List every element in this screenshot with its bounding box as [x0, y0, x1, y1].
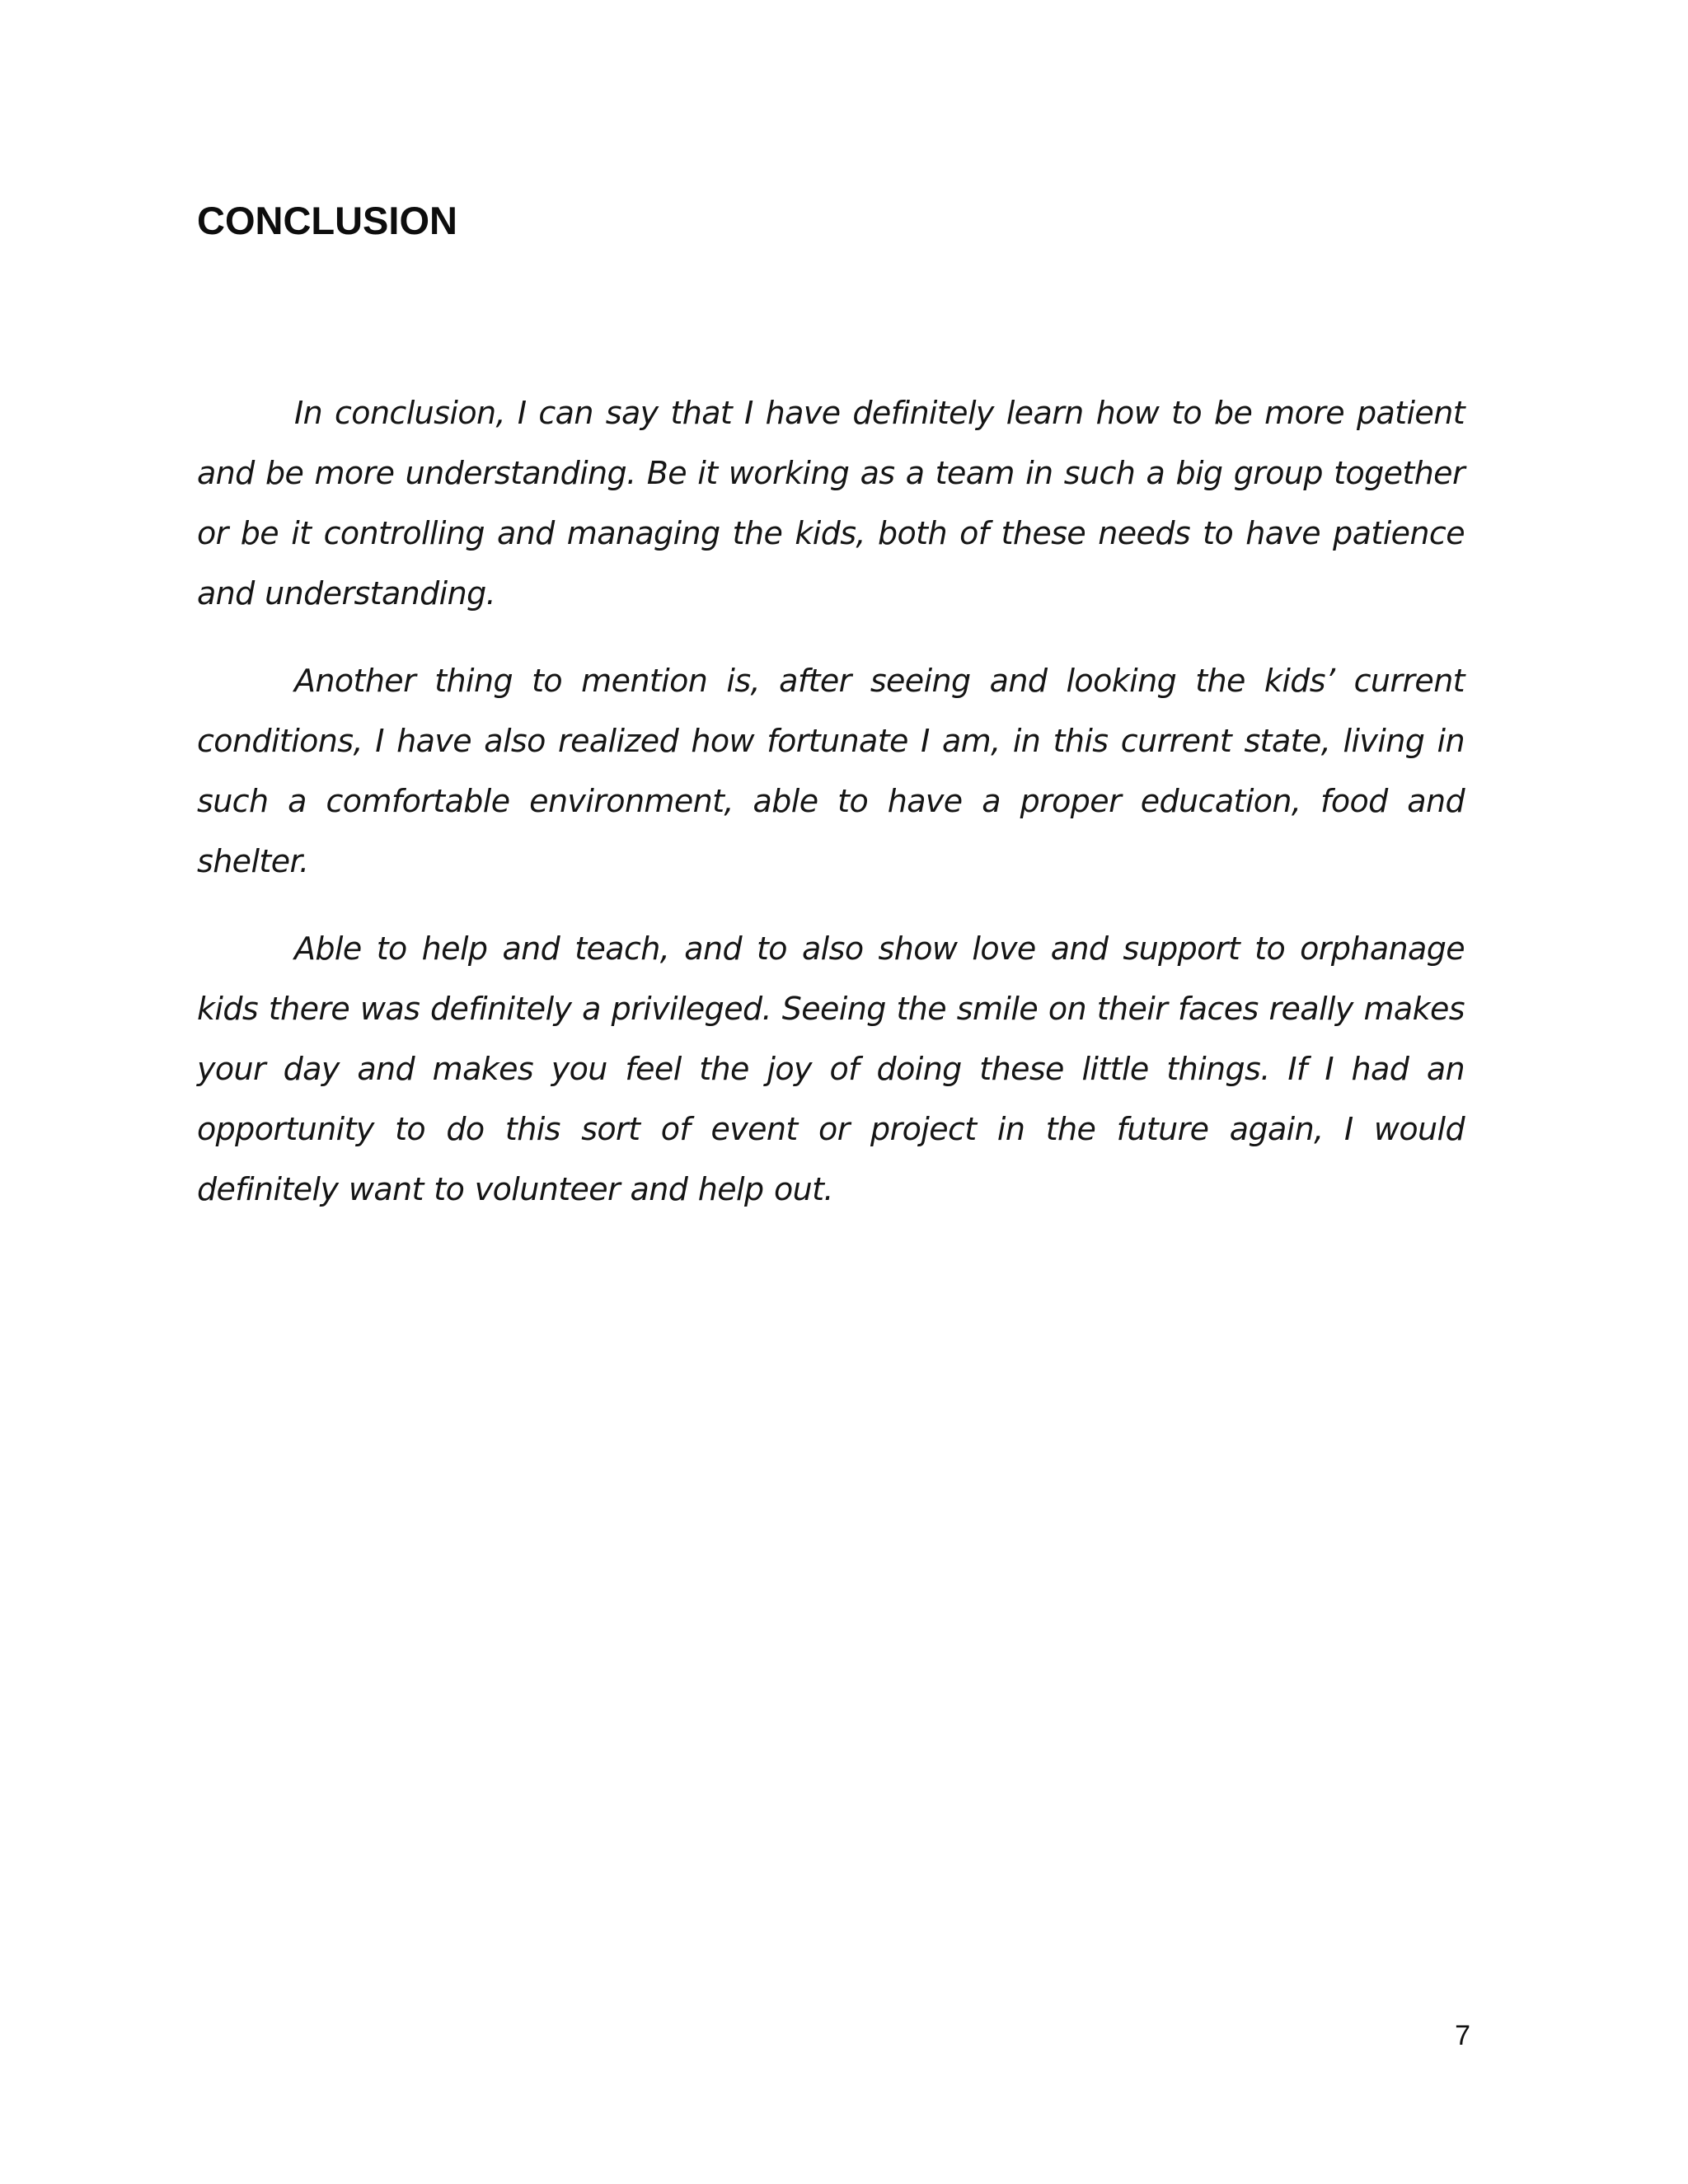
page-number: 7 [1455, 2020, 1470, 2051]
section-heading: CONCLUSION [197, 199, 457, 242]
paragraph-3: Able to help and teach, and to also show love and support to orphanage kids there was definitely a privileged. Seeing the smile on their faces really makes your day and makes you feel the joy of doing these little things. If I had an opportunity to do this sort of event or project in the future again, I would definitely want to volunteer and help out. [197, 930, 1465, 1207]
body-text [197, 383, 1465, 1247]
paragraph-1: In conclusion, I can say that I have definitely learn how to be more patient and be more understanding. Be it working as a team in such a big group together or be it controlling and managing the kids, both of these needs to have patience and understanding. [197, 395, 1465, 612]
paragraph-2: Another thing to mention is, after seeing and looking the kids’ current conditions, I have also realized how fortunate I am, in this current state, living in such a comfortable environment, able to have a proper education, food and shelter. [197, 663, 1465, 879]
